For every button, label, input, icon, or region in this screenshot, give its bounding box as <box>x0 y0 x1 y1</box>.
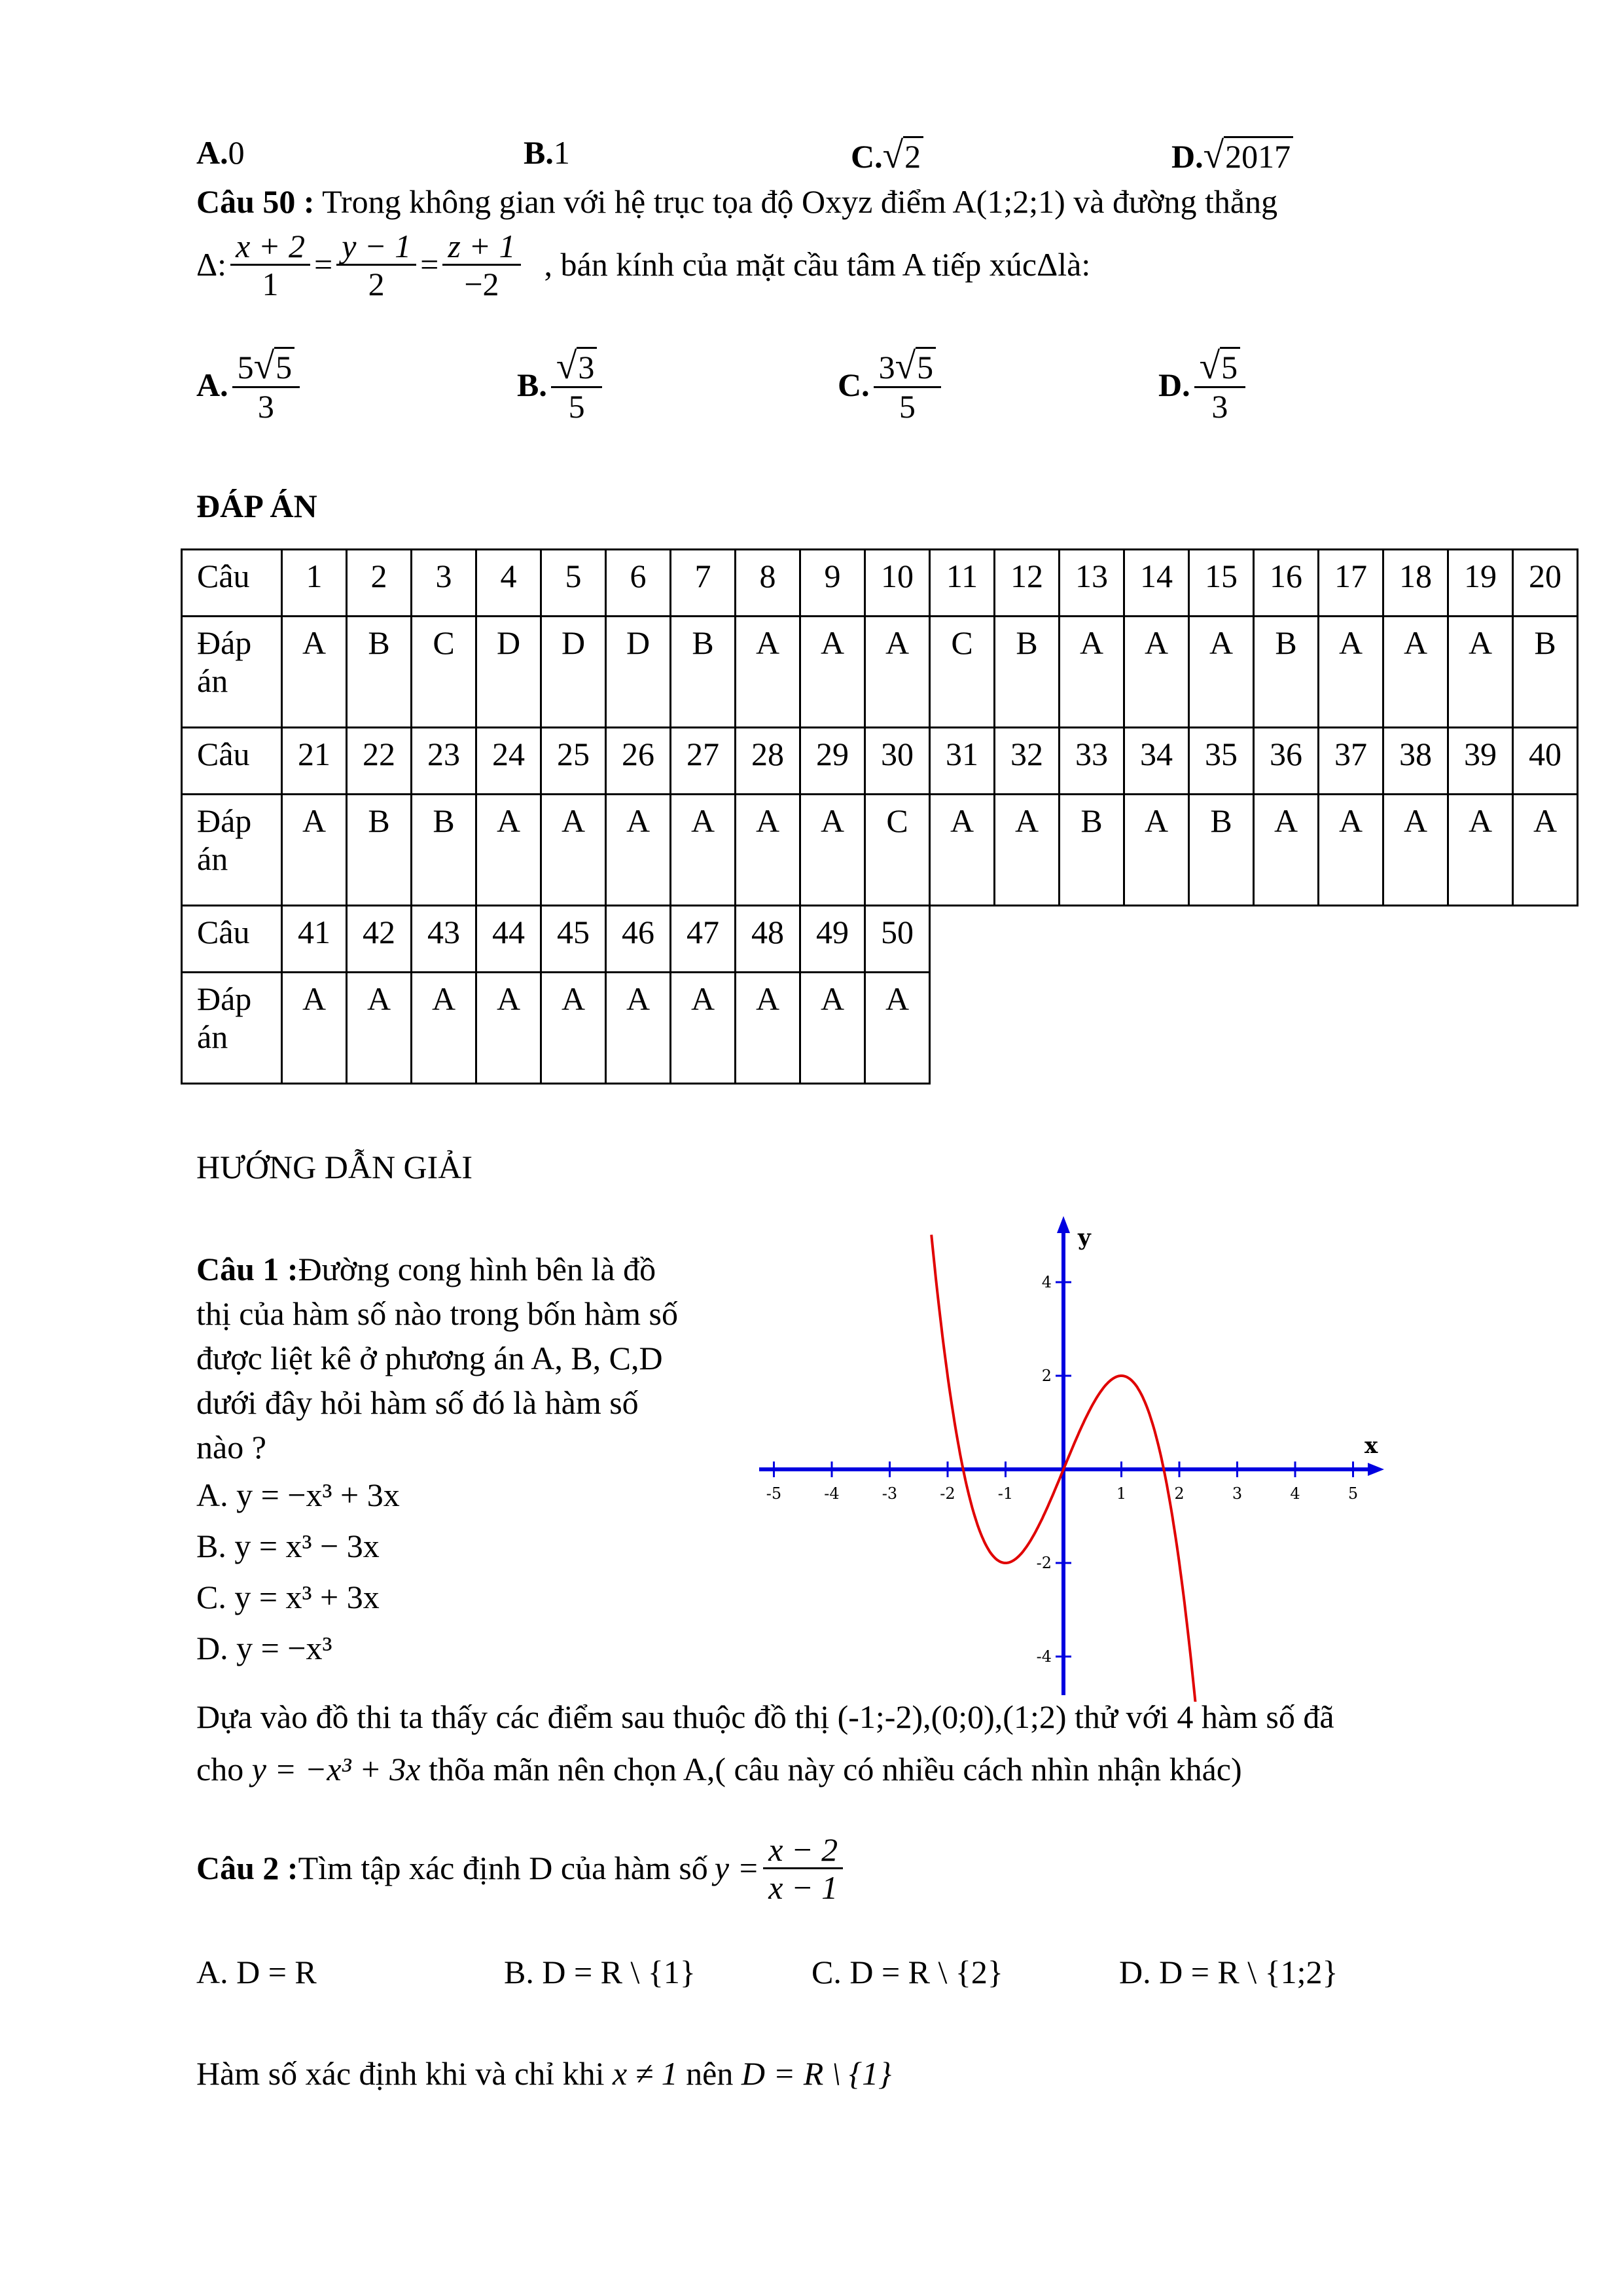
answer-cell: A <box>1189 617 1254 728</box>
x-tick-label: -5 <box>766 1484 782 1503</box>
answer-cell: A <box>412 973 476 1084</box>
empty-cell <box>1448 973 1513 1084</box>
question-number-cell: 13 <box>1060 550 1124 617</box>
q2-option-a: A. D = R <box>196 1954 317 1990</box>
answer-cell: A <box>282 617 347 728</box>
answer-cell: A <box>1383 617 1448 728</box>
empty-cell <box>930 973 995 1084</box>
question-number-cell: 30 <box>865 728 930 795</box>
answer-cell: C <box>412 617 476 728</box>
x-tick-label: 2 <box>1174 1484 1185 1503</box>
y-axis-arrow-icon <box>1057 1216 1070 1233</box>
answer-cell: A <box>800 973 865 1084</box>
x-tick-label: 3 <box>1232 1484 1243 1503</box>
question-number-cell: 44 <box>476 906 541 973</box>
q50-option-c: C. $\frac{3√5}{5}$ <box>838 347 945 424</box>
question-number-cell: 10 <box>865 550 930 617</box>
answer-cell: A <box>1124 617 1189 728</box>
answer-cell: D <box>476 617 541 728</box>
q2-explain: Hàm số xác định khi và chỉ khi x ≠ 1 nên D = R \ {1} <box>196 2055 892 2092</box>
question-number-cell: 50 <box>865 906 930 973</box>
answer-cell: B <box>412 795 476 906</box>
answer-cell: A <box>865 973 930 1084</box>
q49-option-a: A.0 <box>196 134 245 171</box>
answer-cell: B <box>1189 795 1254 906</box>
question-number-cell: 43 <box>412 906 476 973</box>
x-tick-label: 4 <box>1290 1484 1300 1503</box>
empty-cell <box>995 973 1060 1084</box>
answer-cell: A <box>736 795 800 906</box>
answer-cell: A <box>1448 617 1513 728</box>
sqrt-symbol: √2017 <box>1204 134 1294 177</box>
question-number-cell: 16 <box>1254 550 1319 617</box>
question-number-cell: 7 <box>671 550 736 617</box>
question-number-cell: 18 <box>1383 550 1448 617</box>
answer-cell: A <box>1513 795 1578 906</box>
answer-cell: A <box>476 973 541 1084</box>
q49-option-d: D.√2017 <box>1171 134 1293 177</box>
question-number-cell: 29 <box>800 728 865 795</box>
answer-cell: A <box>1383 795 1448 906</box>
question-number-cell: 28 <box>736 728 800 795</box>
answer-cell: B <box>347 795 412 906</box>
row-header: Đáp án <box>182 973 282 1084</box>
q49-option-c: C.√2 <box>851 134 923 177</box>
question-number-cell: 46 <box>606 906 671 973</box>
row-header: Câu <box>182 550 282 617</box>
answer-table-question-row <box>182 550 1578 617</box>
y-tick-label: 2 <box>1041 1367 1052 1385</box>
question-number-cell: 6 <box>606 550 671 617</box>
question-number-cell: 19 <box>1448 550 1513 617</box>
q1-graph <box>746 1211 1400 1702</box>
row-header: Đáp án <box>182 617 282 728</box>
answer-table-question-row <box>182 906 1578 973</box>
answer-cell: A <box>1124 795 1189 906</box>
question-number-cell: 45 <box>541 906 606 973</box>
q1-option-d: D. y = −x³ <box>196 1630 332 1666</box>
empty-cell <box>1189 973 1254 1084</box>
empty-cell <box>930 906 995 973</box>
answer-cell: C <box>930 617 995 728</box>
answer-table-answer-row <box>182 795 1578 906</box>
answer-cell: C <box>865 795 930 906</box>
q1-explain-line2: cho y = −x³ + 3x thõa mãn nên chọn A,( câu này có nhiều cách nhìn nhận khác) <box>196 1751 1242 1787</box>
q50-frac-2: $\frac{y - 1}{2}$ <box>336 229 416 301</box>
answer-cell: B <box>1513 617 1578 728</box>
empty-cell <box>1254 973 1319 1084</box>
question-number-cell: 40 <box>1513 728 1578 795</box>
answer-cell: A <box>736 973 800 1084</box>
question-number-cell: 1 <box>282 550 347 617</box>
answer-cell: D <box>606 617 671 728</box>
question-number-cell: 14 <box>1124 550 1189 617</box>
q50-option-a: A. $\frac{5√5}{3}$ <box>196 347 304 424</box>
answer-cell: A <box>1319 617 1383 728</box>
question-number-cell: 39 <box>1448 728 1513 795</box>
answer-table-question-row <box>182 728 1578 795</box>
question-number-cell: 15 <box>1189 550 1254 617</box>
question-number-cell: 49 <box>800 906 865 973</box>
q1-option-b: B. y = x³ − 3x <box>196 1528 380 1564</box>
answer-cell: A <box>800 795 865 906</box>
question-number-cell: 4 <box>476 550 541 617</box>
q1-options <box>196 1469 400 1674</box>
answer-cell: A <box>800 617 865 728</box>
question-number-cell: 38 <box>1383 728 1448 795</box>
y-tick-label: -4 <box>1036 1647 1052 1666</box>
question-number-cell: 34 <box>1124 728 1189 795</box>
y-axis-label: y <box>1078 1225 1091 1251</box>
question-number-cell: 3 <box>412 550 476 617</box>
answer-cell: A <box>995 795 1060 906</box>
answer-cell: A <box>671 973 736 1084</box>
sqrt-symbol: √2 <box>883 134 924 177</box>
question-number-cell: 27 <box>671 728 736 795</box>
answers-heading: ĐÁP ÁN <box>196 488 317 524</box>
empty-cell <box>1513 973 1578 1084</box>
answer-cell: B <box>995 617 1060 728</box>
answer-cell: A <box>606 973 671 1084</box>
q1-option-a: A. y = −x³ + 3x <box>196 1477 400 1513</box>
answer-cell: B <box>671 617 736 728</box>
answer-cell: A <box>541 973 606 1084</box>
answer-cell: A <box>347 973 412 1084</box>
answer-table <box>181 548 1578 1085</box>
x-tick-label: -2 <box>940 1484 955 1503</box>
answer-cell: A <box>476 795 541 906</box>
answer-cell: B <box>1254 617 1319 728</box>
row-header: Đáp án <box>182 795 282 906</box>
q49-option-b: B.1 <box>524 134 570 171</box>
answer-table-answer-row <box>182 973 1578 1084</box>
question-number-cell: 12 <box>995 550 1060 617</box>
empty-cell <box>1060 906 1124 973</box>
question-number-cell: 25 <box>541 728 606 795</box>
answer-cell: A <box>865 617 930 728</box>
question-number-cell: 17 <box>1319 550 1383 617</box>
empty-cell <box>1319 973 1383 1084</box>
answer-cell: A <box>282 973 347 1084</box>
empty-cell <box>1513 906 1578 973</box>
question-number-cell: 41 <box>282 906 347 973</box>
empty-cell <box>1060 973 1124 1084</box>
q2-question: Câu 2 : Tìm tập xác định D của hàm số y = $\frac{x - 2}{x - 1}$ <box>196 1833 847 1905</box>
x-tick-label: -3 <box>882 1484 898 1503</box>
q50-option-b: B. $\frac{√3}{5}$ <box>517 347 606 424</box>
q2-option-d: D. D = R \ {1;2} <box>1119 1954 1338 1990</box>
answer-cell: A <box>671 795 736 906</box>
empty-cell <box>1448 906 1513 973</box>
empty-cell <box>1383 906 1448 973</box>
answer-table-answer-row <box>182 617 1578 728</box>
question-number-cell: 37 <box>1319 728 1383 795</box>
empty-cell <box>1124 973 1189 1084</box>
empty-cell <box>1189 906 1254 973</box>
q50-option-d: D. $\frac{√5}{3}$ <box>1158 347 1249 424</box>
q1-option-c: C. y = x³ + 3x <box>196 1579 380 1615</box>
answer-cell: B <box>1060 795 1124 906</box>
q50-frac-1: $\frac{x + 2}{1}$ <box>230 229 310 301</box>
question-number-cell: 5 <box>541 550 606 617</box>
answer-cell: A <box>282 795 347 906</box>
question-number-cell: 21 <box>282 728 347 795</box>
q1-question: Câu 1 :Đường cong hình bên là đồ thị của hàm số nào trong bốn hàm số được liệt kê ở phương án A, B, C,D dưới đây hỏi hàm số đó là hàm số nào ? <box>196 1251 678 1465</box>
x-tick-label: -4 <box>824 1484 840 1503</box>
q50-question: Câu 50 : Trong không gian với hệ trục tọa độ Oxyz điểm A(1;2;1) và đường thẳng <box>196 183 1278 220</box>
question-number-cell: 36 <box>1254 728 1319 795</box>
question-number-cell: 24 <box>476 728 541 795</box>
empty-cell <box>1383 973 1448 1084</box>
q2-option-c: C. D = R \ {2} <box>812 1954 1003 1990</box>
answer-cell: A <box>1060 617 1124 728</box>
question-number-cell: 26 <box>606 728 671 795</box>
question-number-cell: 9 <box>800 550 865 617</box>
answer-cell: A <box>541 795 606 906</box>
x-tick-label: 5 <box>1347 1484 1359 1503</box>
answer-cell: D <box>541 617 606 728</box>
question-number-cell: 31 <box>930 728 995 795</box>
answer-cell: A <box>1319 795 1383 906</box>
question-number-cell: 8 <box>736 550 800 617</box>
q50-line-equation: Δ : $\frac{x + 2}{1}$ = $\frac{y - 1}{2}$ = $\frac{z + 1}{-2}$ , bán kính của mặt cầu tâm A tiếp xúc Δ là: <box>196 228 1091 302</box>
question-number-cell: 20 <box>1513 550 1578 617</box>
empty-cell <box>1319 906 1383 973</box>
question-number-cell: 11 <box>930 550 995 617</box>
question-number-cell: 35 <box>1189 728 1254 795</box>
q1-explain-line1: Dựa vào đồ thi ta thấy các điểm sau thuộc đồ thị (-1;-2),(0;0),(1;2) thử với 4 hàm số đã <box>196 1698 1334 1735</box>
y-tick-label: -2 <box>1036 1554 1052 1572</box>
x-tick-label: -1 <box>997 1484 1014 1503</box>
question-number-cell: 47 <box>671 906 736 973</box>
answer-cell: A <box>1448 795 1513 906</box>
solutions-heading: HƯỚNG DẪN GIẢI <box>196 1149 473 1185</box>
answer-cell: A <box>736 617 800 728</box>
question-number-cell: 22 <box>347 728 412 795</box>
empty-cell <box>1254 906 1319 973</box>
question-number-cell: 42 <box>347 906 412 973</box>
answer-cell: A <box>1254 795 1319 906</box>
x-axis-arrow-icon <box>1368 1463 1384 1476</box>
q50-frac-3: $\frac{z + 1}{-2}$ <box>442 229 520 301</box>
question-number-cell: 2 <box>347 550 412 617</box>
q2-option-b: B. D = R \ {1} <box>504 1954 696 1990</box>
x-tick-label: 1 <box>1116 1484 1127 1503</box>
x-axis-label: x <box>1364 1433 1378 1459</box>
answer-cell: B <box>347 617 412 728</box>
q2-function-fraction: $\frac{x - 2}{x - 1}$ <box>763 1833 843 1905</box>
question-number-cell: 33 <box>1060 728 1124 795</box>
empty-cell <box>995 906 1060 973</box>
question-number-cell: 32 <box>995 728 1060 795</box>
row-header: Câu <box>182 906 282 973</box>
question-number-cell: 23 <box>412 728 476 795</box>
answer-cell: A <box>606 795 671 906</box>
answer-cell: A <box>930 795 995 906</box>
row-header: Câu <box>182 728 282 795</box>
empty-cell <box>1124 906 1189 973</box>
question-number-cell: 48 <box>736 906 800 973</box>
y-tick-label: 4 <box>1041 1273 1052 1291</box>
